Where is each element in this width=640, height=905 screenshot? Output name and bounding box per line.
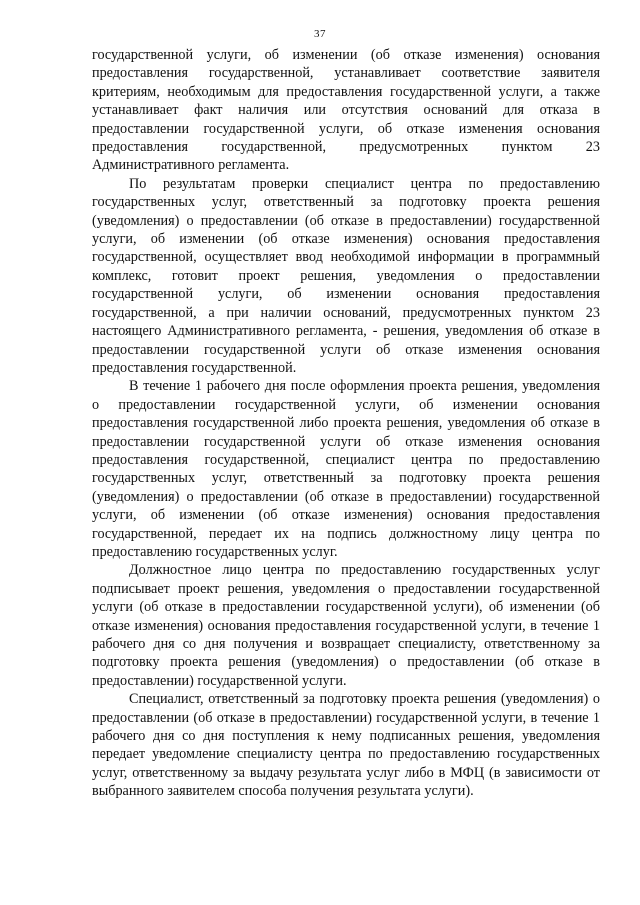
paragraph-continuation: государственной услуги, об изменении (об отказе изменения) основания предоставления государственной, устанавливает соответствие заявителя критериям, необходимым для предоставления государственной услуги, а также устанавливает факт наличия или отсутствия оснований для отказа в предоставлении государственной услуги, об отказе изменения основания предоставления государственной, предусмотренных пунктом 23 Административного регламента. bbox=[92, 47, 600, 174]
paragraph-notification-transfer: Специалист, ответственный за подготовку проекта решения (уведомления) о предоставлении (об отказе в предоставлении) государственной услуги, в течение 1 рабочего дня со дня поступления к нему подписанных решения, уведомления передает уведомление специалисту центра по предоставлению государственных услуг, ответственному за выдачу результата услуг либо в МФЦ (в зависимости от выбранного заявителем способа получения результата услуги). bbox=[92, 691, 600, 800]
paragraph-verification-results: По результатам проверки специалист центра по предоставлению государственных услуг, ответственный за подготовку проекта решения (уведомления) о предоставлении (об отказе в предоставлении) государственной услуги, об изменении (об отказе изменения) основания предоставления государственной, осуществляет ввод необходимой информации в программный комплекс, готовит проект решения, уведомления о предоставлении государственной услуги, об изменении основания предоставления государственной, а при наличии оснований, предусмотренных пунктом 23 настоящего Административного регламента, - решения, уведомления об отказе в предоставлении государственной услуги об отказе изменения основания предоставления государственной. bbox=[92, 175, 600, 376]
paragraph-signing-transfer: В течение 1 рабочего дня после оформления проекта решения, уведомления о предоставлении государственной услуги, об изменении основания предоставления государственной либо проекта решения, уведомления об отказе в предоставлении государственной услуги об отказе изменения основания предоставления государственной, специалист центра по предоставлению государственных услуг, ответственный за подготовку проекта решения (уведомления) о предоставлении (об отказе в предоставлении) государственной услуги, об изменении (об отказе изменения) основания предоставления государственной, передает их на подпись должностному лицу центра по предоставлению государственных услуг. bbox=[92, 378, 600, 560]
page-number: 37 bbox=[314, 28, 326, 40]
document-body bbox=[92, 46, 600, 801]
paragraph-official-signs: Должностное лицо центра по предоставлению государственных услуг подписывает проект решения, уведомления о предоставлении государственной услуги (об отказе в предоставлении государственной услуги), об изменении (об отказе изменения) основания предоставления государственной услуги, в течение 1 рабочего дня со дня получения и возвращает специалисту, ответственному за подготовку проекта решения (уведомления) о предоставлении (об отказе в предоставлении) государственной услуги. bbox=[92, 562, 600, 689]
